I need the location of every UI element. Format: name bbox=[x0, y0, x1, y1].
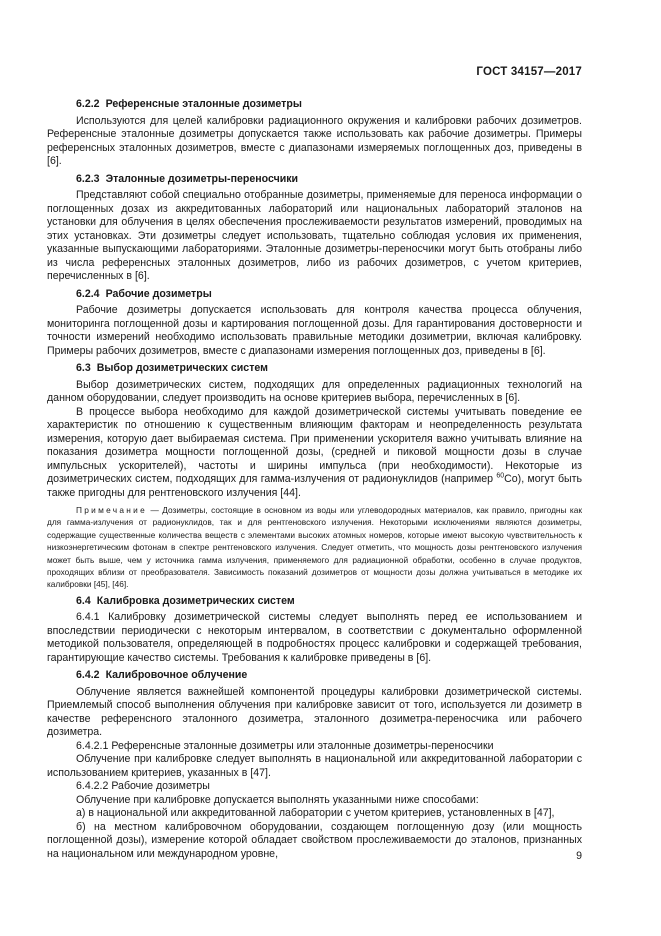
isotope-mass-number: 60 bbox=[496, 472, 505, 480]
section-number: 6.4 bbox=[76, 594, 91, 607]
note bbox=[47, 504, 582, 591]
section-heading bbox=[47, 362, 582, 376]
paragraph: а) в национальной или аккредитованной лаборатории с учетом критериев, установленных в [47], bbox=[76, 807, 555, 820]
section-title: Калибровка дозиметрических систем bbox=[96, 594, 295, 607]
section-title: Выбор дозиметрических систем bbox=[96, 362, 268, 374]
section-number: 6.2.3 bbox=[76, 172, 100, 185]
section-title: Калибровочное облучение bbox=[105, 669, 248, 682]
paragraph: Представляют собой специально отобранные дозиметры, применяемые для переноса информации о поглощенных дозах из аккредитованных лабораторий или национальных лабораторий эталонов на установки для облучения в целях обеспечения прослеживаемости результатов измерений, проводимых на этих установках. Эти дозиметры следует использовать, тщательно соблюдая условия их применения, указанные выпускающими лабораториями. Эталонные дозиметры-переносчики могут быть отобраны либо из числа референсных эталонных дозиметров, либо из рабочих дозиметров, с учетом критериев, перечисленных в [6]. bbox=[47, 189, 582, 282]
section-number: 6.4.2 bbox=[76, 669, 100, 682]
section-heading bbox=[47, 173, 582, 187]
section-title: Референсные эталонные дозиметры bbox=[105, 98, 302, 110]
paragraph: Облучение является важнейшей компонентой процедуры калибровки дозиметрической системы. Приемлемый способ выполнения облучения при калибровке зависит от того, используется ли дозиметр в качестве референсного эталонного дозиметра, эталонного дозиметра-переносчика или рабочего дозиметра. bbox=[47, 685, 582, 739]
note-text: — Дозиметры, состоящие в основном из воды или углеводородных материалов, как правило, пригодны как для гамма-излучения от радионуклидов, так и для рентгеновского излучения. Некоторыми исключениями являются дозиметры, содержащие существенные количества веществ с элементами высоких атомных номеров, которые имеют высокую чувствительность к низкоэнергетическим фотонам в спектре рентгеновского излучения. Следует отметить, что мощность дозы рентгеновского излучения может быть выше, чем у источника гамма излучения, применяемого для радиационной обработки, особенно в случае продуктов, проходящих вблизи от преобразователя. Зависимость показаний дозиметров от мощности дозы должна учитываться в методике их калибровки [45], [46]. bbox=[47, 505, 582, 590]
section-number: 6.2.2 bbox=[76, 98, 100, 110]
paragraph: 6.4.2.1 Референсные эталонные дозиметры или эталонные дозиметры-переносчики bbox=[76, 739, 494, 752]
paragraph bbox=[47, 406, 582, 501]
paragraph: Используются для целей калибровки радиационного окружения и калибровки рабочих дозиметров. Референсные эталонные дозиметры допускается также использовать как рабочие дозиметры. Примеры референсных эталонных дозиметров, вместе с диапазонами измеряемых поглощенных доз, приведены в [6]. bbox=[47, 114, 582, 167]
document-body bbox=[47, 94, 582, 861]
paragraph: б) на местном калибровочном оборудовании, создающем поглощенную дозу (или мощность поглощенной дозы), измерение которой обладает свойством прослеживаемости до эталонов, признанных на национальном или международном уровне, bbox=[47, 820, 582, 860]
section-number: 6.2.4 bbox=[76, 287, 100, 300]
section-heading bbox=[47, 669, 582, 683]
paragraph-text: Co), могут быть также пригодны для рентгеновского излучения [44]. bbox=[47, 473, 582, 499]
section-number: 6.3 bbox=[76, 362, 91, 374]
section-title: Рабочие дозиметры bbox=[105, 287, 212, 300]
paragraph: 6.4.1 Калибровку дозиметрической системы следует выполнять перед ее использованием и впоследствии периодически с некоторым интервалом, в соответствии с документально оформленной методикой пользователя, определяющей в подробностях процесс калибровки и содержащей требования, гарантирующие качество системы. Требования к калибровке приведены в [6]. bbox=[47, 611, 582, 664]
section-heading bbox=[47, 288, 582, 302]
section-heading bbox=[47, 595, 582, 609]
page-number: 9 bbox=[576, 850, 582, 862]
note-label: Примечание bbox=[76, 505, 148, 515]
paragraph-text: В процессе выбора необходимо для каждой дозиметрической системы учитывать поведение ее характеристик по отношению к существенным влияющим факторам и неопределенность результата измерения, которую дает выбираемая система. При применении ускорителя важно учитывать влияние на показания дозиметра мощности поглощенной дозы, (средней и пиковой мощности дозы в случае импульсных ускорителей), частоты и ширины импульса (при необходимости). Некоторые из дозиметрических систем, подходящих для гамма-излучения от радионуклидов (например bbox=[47, 405, 582, 485]
paragraph: Выбор дозиметрических систем, подходящих для определенных радиационных технологий на данном оборудовании, следует производить на основе критериев выбора, перечисленных в [6]. bbox=[47, 378, 582, 404]
paragraph: Облучение при калибровке допускается выполнять указанными ниже способами: bbox=[76, 793, 479, 806]
doc-header-standard-id: ГОСТ 34157—2017 bbox=[476, 66, 582, 78]
section-heading bbox=[47, 98, 582, 112]
section-title: Эталонные дозиметры-переносчики bbox=[105, 172, 299, 185]
paragraph: Облучение при калибровке следует выполнять в национальной или аккредитованной лаборатории с использованием критериев, указанных в [47]. bbox=[47, 753, 582, 779]
paragraph: 6.4.2.2 Рабочие дозиметры bbox=[76, 780, 210, 793]
paragraph: Рабочие дозиметры допускается использовать для контроля качества процесса облучения, мониторинга поглощенной дозы и картирования поглощенной дозы. Для гарантирования достоверности и точности измерений необходимо использовать правильные методики дозиметрии, включая калибровку. Примеры рабочих дозиметров, вместе с диапазонами измерения поглощенных доз, приведены в [6]. bbox=[47, 304, 582, 357]
